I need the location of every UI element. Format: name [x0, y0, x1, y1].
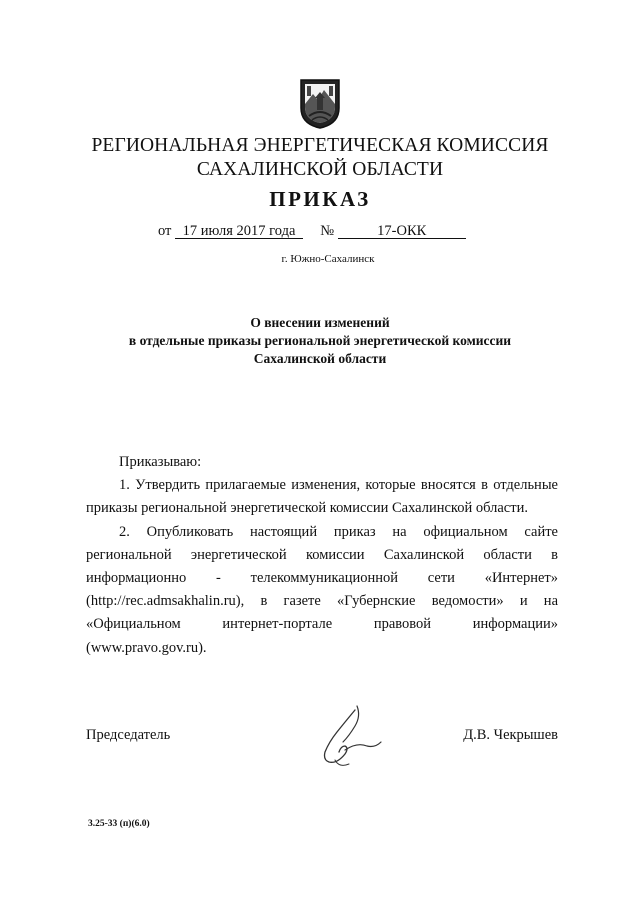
- handwritten-signature-icon: [315, 702, 390, 772]
- coat-of-arms-icon: [299, 78, 341, 130]
- document-date: 17 июля 2017 года: [175, 224, 303, 239]
- signatory-name: Д.В. Чекрышев: [463, 727, 558, 743]
- document-subject: [0, 314, 640, 368]
- document-type-title: ПРИКАЗ: [269, 187, 371, 211]
- document-number: 17-ОКК: [338, 224, 466, 239]
- document-body: [86, 451, 558, 660]
- number-sign: №: [320, 223, 335, 239]
- body-intro: Приказываю:: [119, 454, 202, 470]
- organization-name-line2: САХАЛИНСКОЙ ОБЛАСТИ: [196, 159, 444, 180]
- date-prefix: от: [158, 223, 172, 239]
- subject-line1: О внесении изменений: [250, 315, 390, 330]
- organization-name-line1: РЕГИОНАЛЬНАЯ ЭНЕРГЕТИЧЕСКАЯ КОМИССИЯ: [91, 135, 549, 156]
- subject-line2: в отдельные приказы региональной энергетической комиссии: [128, 333, 512, 348]
- subject-line3: Сахалинской области: [253, 351, 387, 366]
- signatory-role: Председатель: [86, 727, 171, 743]
- organization-name: [0, 134, 640, 182]
- city-line: г. Южно-Сахалинск: [281, 253, 375, 265]
- body-item-2: 2. Опубликовать настоящий приказ на официальном сайте региональной энергетической комиссии Сахалинской области в информационно - телекоммуникационной сети «Интернет» (http://rec.admsakhalin.ru), в газете «Губернские ведомости» и на «Официальном интернет-портале правовой информации» (www.pravo.gov.ru).: [86, 523, 558, 656]
- date-number-line: [158, 223, 466, 240]
- body-item-1: 1. Утвердить прилагаемые изменения, которые вносятся в отдельные приказы региональной энергетической комиссии Сахалинской области.: [86, 477, 558, 517]
- footer-code: 3.25-33 (п)(6.0): [88, 819, 150, 829]
